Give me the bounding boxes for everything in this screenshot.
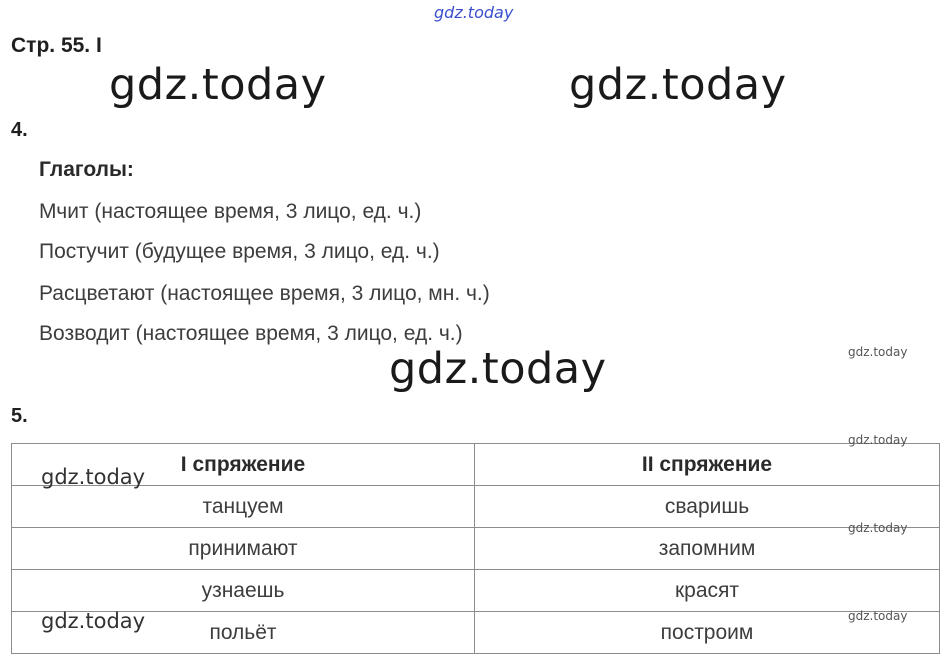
watermark-top: gdz.today [434,3,514,22]
task-number-4: 4. [11,119,28,141]
header-second-conjugation: II спряжение [475,444,940,486]
table-row [12,486,940,528]
table-cell: польёт [12,612,475,654]
watermark-big: gdz.today [109,60,327,110]
watermark-small: gdz.today [848,433,908,447]
table-row [12,570,940,612]
table-cell: принимают [12,528,475,570]
verb-line: Расцветают (настоящее время, 3 лицо, мн. ч.) [39,282,490,305]
table-cell: запомним [475,528,940,570]
table-row [12,528,940,570]
watermark-small: gdz.today [848,609,908,623]
table-header-row [12,444,940,486]
table-cell: сваришь [475,486,940,528]
watermark-small: gdz.today [848,521,908,535]
header-first-conjugation: I спряжение [12,444,475,486]
table-cell: красят [475,570,940,612]
conjugation-table [11,443,940,654]
table-cell: построим [475,612,940,654]
table-row [12,612,940,654]
task-number-5: 5. [11,405,28,427]
verbs-title: Глаголы: [39,158,134,181]
watermark-big: gdz.today [569,60,787,110]
table-cell: узнаешь [12,570,475,612]
watermark-mid: gdz.today [41,609,146,633]
verb-line: Постучит (будущее время, 3 лицо, ед. ч.) [39,240,440,263]
table-cell: танцуем [12,486,475,528]
verb-line: Возводит (настоящее время, 3 лицо, ед. ч.) [39,322,463,345]
watermark-big: gdz.today [389,344,607,394]
watermark-mid: gdz.today [41,465,146,489]
watermark-small: gdz.today [848,345,908,359]
page-heading: Стр. 55. I [11,34,102,57]
verb-line: Мчит (настоящее время, 3 лицо, ед. ч.) [39,200,422,223]
